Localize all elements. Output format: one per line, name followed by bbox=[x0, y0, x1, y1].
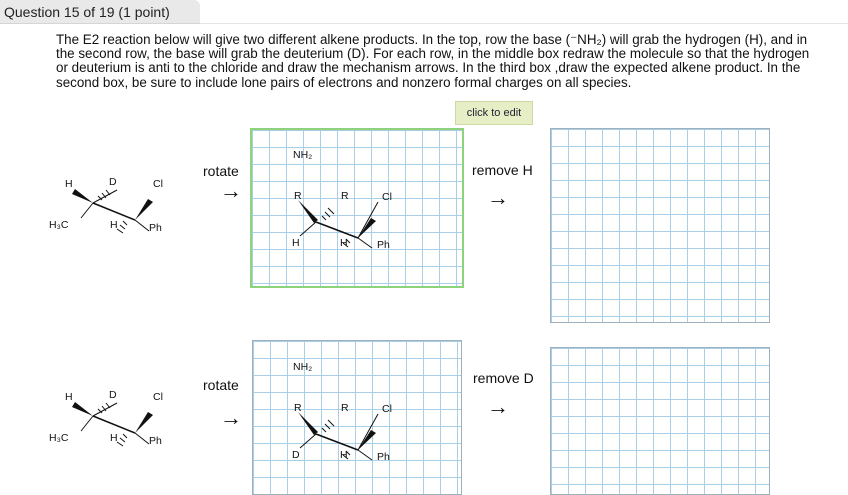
start-atom-h3c: H₃C bbox=[49, 219, 69, 231]
start-atom-d: D bbox=[109, 176, 117, 188]
middle-atom-ph: Ph bbox=[377, 239, 390, 251]
middle-atom-nh2: NH₂ bbox=[293, 361, 313, 373]
middle-atom-ph: Ph bbox=[377, 451, 390, 463]
remove-label-row1: remove H bbox=[472, 162, 533, 178]
rotate-label-row2: rotate bbox=[203, 377, 239, 393]
middle-atom-cl: Cl bbox=[382, 403, 392, 415]
start-atom-h: H bbox=[65, 178, 73, 190]
middle-molecule-row2 bbox=[250, 340, 464, 495]
remove-arrow-row1: → bbox=[487, 185, 509, 210]
middle-atom-b1: H bbox=[292, 237, 300, 249]
middle-atom-b2: H bbox=[340, 237, 348, 249]
middle-atom-b2: H bbox=[340, 449, 348, 461]
start-atom-cl: Cl bbox=[153, 391, 163, 403]
rotate-label-row1: rotate bbox=[203, 163, 239, 179]
header-bar bbox=[200, 0, 848, 24]
start-atom-h2: H bbox=[110, 432, 118, 444]
start-atom-ph: Ph bbox=[149, 435, 162, 447]
middle-atom-nh2: NH₂ bbox=[293, 149, 313, 161]
start-atom-ph: Ph bbox=[149, 222, 162, 234]
question-prompt: The E2 reaction below will give two different alkene products. In the top, row the base (⁻NH₂) will grab the hydrogen (H), and in the second row, the base will grab the deuterium (D). For each row, in the middle box redraw the molecule so that the hydrogen or deuterium is anti to the chloride and draw the mechanism arrows. In the third box ,draw the expected alkene product. In the second box, be sure to include lone pairs of electrons and nonzero formal charges on all species. bbox=[56, 32, 810, 90]
rotate-arrow-row1: → bbox=[220, 178, 242, 203]
click-to-edit-button[interactable]: click to edit bbox=[455, 101, 533, 125]
start-molecule-row2 bbox=[45, 378, 185, 458]
middle-atom-r2: R bbox=[341, 190, 349, 202]
question-header-text: Question 15 of 19 (1 point) bbox=[4, 4, 170, 20]
start-atom-h3c: H₃C bbox=[49, 432, 69, 444]
question-header bbox=[0, 0, 200, 24]
start-molecule-row1 bbox=[45, 165, 185, 245]
remove-arrow-row2: → bbox=[487, 394, 509, 419]
middle-atom-b1: D bbox=[292, 449, 300, 461]
middle-atom-cl: Cl bbox=[382, 191, 392, 203]
middle-atom-r1: R bbox=[294, 190, 302, 202]
product-drawing-box-row2[interactable] bbox=[550, 347, 770, 495]
start-atom-d: D bbox=[109, 389, 117, 401]
middle-molecule-row1 bbox=[250, 128, 464, 288]
start-atom-h2: H bbox=[110, 219, 118, 231]
rotate-arrow-row2: → bbox=[220, 405, 242, 430]
start-atom-cl: Cl bbox=[153, 178, 163, 190]
remove-label-row2: remove D bbox=[473, 370, 534, 386]
middle-atom-r2: R bbox=[341, 402, 349, 414]
start-atom-h: H bbox=[65, 391, 73, 403]
middle-atom-r1: R bbox=[294, 402, 302, 414]
product-drawing-box-row1[interactable] bbox=[550, 128, 770, 323]
